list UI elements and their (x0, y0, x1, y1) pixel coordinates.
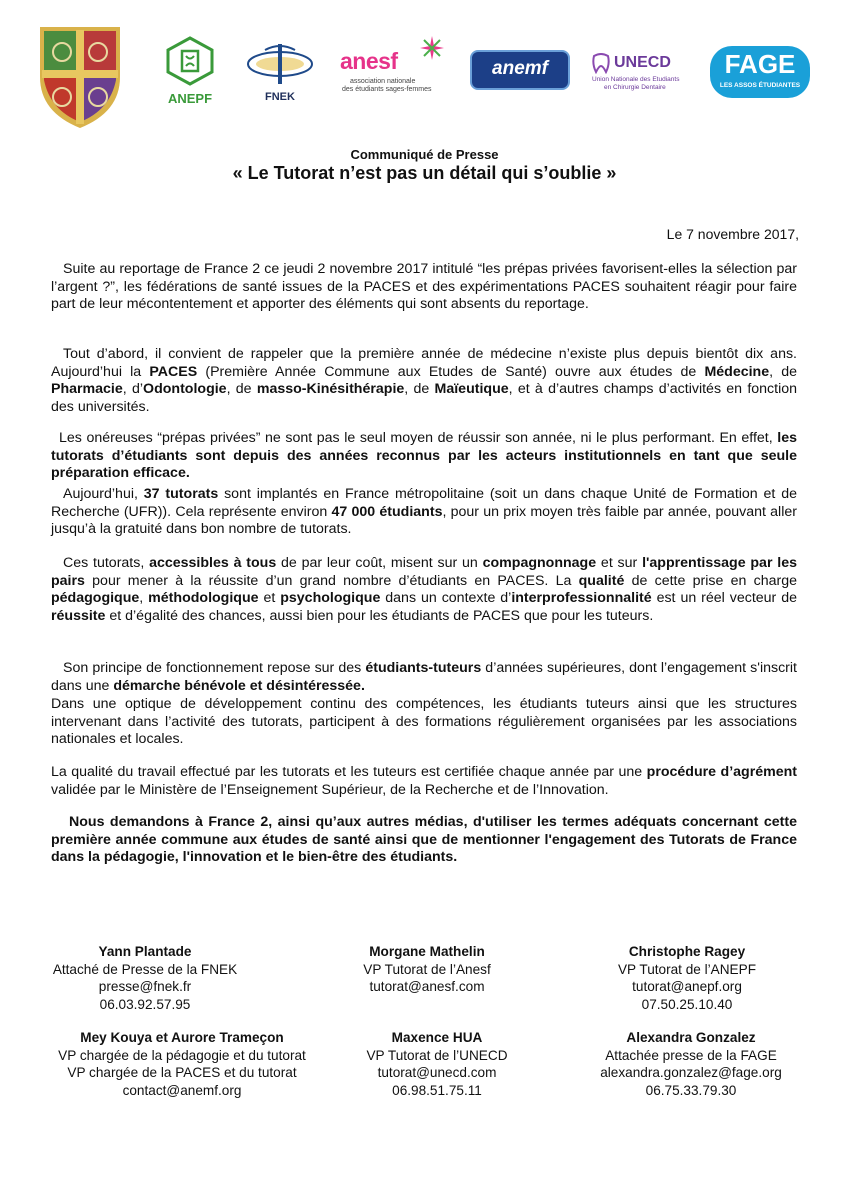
unecd-logo (588, 48, 703, 108)
unecd-logo-text: UNECD (614, 54, 671, 71)
paragraph-6: Son principe de fonctionnement repose sur des étudiants-tuteurs d’années supérieures, dont l’engagement s'inscrit dans une démarche bénévole et désintéressée. (51, 660, 797, 694)
signatory-phone: 06.98.51.75.11 (392, 1082, 482, 1098)
signatory-role: VP Tutorat de l’Anesf (363, 961, 491, 977)
paragraph-2: Tout d’abord, il convient de rappeler que la première année de médecine n’existe plus depuis bientôt dix ans. Aujourd’hui la PACES (Première Année Commune aux Etudes de Santé) ouvre aux études de Médecine, de Pharmacie, d’Odontologie, de masso-Kinésithérapie, de Maïeutique, et à d’autres champs d’activités en fonction des universités. (51, 346, 798, 415)
anesf-logo-text: anesf (340, 48, 398, 74)
logo-strip (0, 0, 849, 140)
anesf-star-icon (418, 34, 446, 62)
signature-block (47, 1029, 317, 1099)
fage-logo-text: FAGE (724, 49, 796, 79)
anesf-logo-subtitle-1: association nationale (350, 78, 416, 85)
signatory-name: Christophe Ragey (628, 944, 746, 959)
release-date: Le 7 novembre 2017, (666, 226, 799, 242)
signatory-role: Attachée presse de la FAGE (605, 1047, 777, 1063)
signatory-role: VP chargée de la pédagogie et du tutorat (58, 1047, 306, 1063)
signatory-name: Yann Plantade (98, 944, 192, 959)
signatory-name: Mey Kouya et Aurore Trameçon (80, 1030, 284, 1045)
signature-block (10, 943, 280, 1013)
unecd-logo-subtitle-2: en Chirurgie Dentaire (604, 84, 666, 91)
signatory-phone: 07.50.25.10.40 (641, 996, 733, 1012)
signatory-role-2: VP chargée de la PACES et du tutorat (67, 1065, 297, 1080)
anepf-logo-text: ANEPF (167, 91, 213, 106)
anemf-logo (470, 50, 570, 90)
signatory-name: Alexandra Gonzalez (626, 1030, 756, 1045)
signatory-role: Attaché de Presse de la FNEK (52, 961, 238, 977)
signatory-email: alexandra.gonzalez@fage.org (600, 1065, 782, 1080)
tutorat-crest-logo (30, 22, 130, 132)
signatory-phone: 06.03.92.57.95 (99, 996, 191, 1012)
signatory-email: tutorat@anepf.org (632, 979, 742, 994)
press-release-title: « Le Tutorat n’est pas un détail qui s’oublie » (232, 163, 617, 183)
signatory-email: presse@fnek.fr (98, 979, 192, 994)
fnek-logo (245, 40, 315, 103)
signatory-name: Maxence HUA (391, 1030, 483, 1045)
signature-block (302, 1029, 572, 1099)
anepf-emblem-icon (160, 36, 220, 86)
unecd-tooth-icon (590, 52, 612, 74)
fnek-logo-text: FNEK (265, 91, 295, 103)
signatory-name: Morgane Mathelin (369, 944, 485, 959)
paragraph-1: Suite au reportage de France 2 ce jeudi 2 novembre 2017 intitulé “les prépas privées favorisent-elles la sélection par l’argent ?”, les fédérations de santé issues de la PACES et des expérimentations PACES souhaitent réagir pour faire part de leur mécontentement et apporter des éléments qui sont absents du reportage. (51, 261, 797, 313)
fage-logo (710, 46, 810, 98)
signature-block (292, 943, 562, 996)
unecd-logo-subtitle-1: Union Nationale des Etudiants (592, 76, 680, 83)
signatory-email: tutorat@anesf.com (369, 979, 485, 994)
signatory-email: tutorat@unecd.com (377, 1065, 497, 1080)
paragraph-4: Aujourd’hui, 37 tutorats sont implantés en France métropolitaine (soit un dans chaque Unité de Formation et de Recherche (UFR)). Cela représente environ 47 000 étudiants, pour un prix moyen très faible par année, pouvant aller jusqu’à la gratuité dans bon nombre de tutorats. (51, 486, 798, 538)
signatory-role: VP Tutorat de l’UNECD (366, 1047, 508, 1063)
paragraph-3: Les onéreuses “prépas privées” ne sont pas le seul moyen de réussir son année, ni le plus performant. En effet, les tutorats d’étudiants sont depuis des années reconnus par les acteurs institutionnels en tant que seule préparation efficace. (51, 430, 797, 482)
paragraph-7: Dans une optique de développement continu des compétences, les étudiants tuteurs ainsi que les structures intervenant dans l’activité des tutorats, participent à des formations régulièrement organisées par les associations nationales et locales. (51, 696, 797, 748)
paragraph-9-request: Nous demandons à France 2, ainsi qu’aux autres médias, d'utiliser les termes adéquats concernant cette première année commune aux études de santé ainsi que de mentionner l'engagement des Tutorats de France dans la pédagogie, l'innovation et le bien-être des étudiants. (51, 814, 797, 866)
signatory-email: contact@anemf.org (122, 1082, 242, 1098)
paragraph-5: Ces tutorats, accessibles à tous de par leur coût, misent sur un compagnonnage et sur l'apprentissage par les pairs pour mener à la réussite d’un grand nombre d’étudiants en PACES. La qualité de cette prise en charge pédagogique, méthodologique et psychologique dans un contexte d’interprofessionnalité est un réel vecteur de réussite et d’égalité des chances, aussi bien pour les étudiants de PACES que pour les tuteurs. (51, 555, 797, 624)
signature-block (556, 1029, 826, 1099)
signature-block (552, 943, 822, 1013)
anepf-logo (160, 36, 220, 106)
anesf-logo-subtitle-2: des étudiants sages-femmes (342, 86, 432, 93)
signatory-phone: 06.75.33.79.30 (645, 1082, 737, 1098)
paragraph-8: La qualité du travail effectué par les tutorats et les tuteurs est certifiée chaque année par une procédure d’agrément validée par le Ministère de l’Enseignement Supérieur, de la Recherche et de l’Innovation. (51, 764, 798, 798)
anesf-logo (338, 40, 448, 100)
fnek-caduceus-icon (245, 40, 315, 86)
fage-logo-subtitle: LES ASSOS ÉTUDIANTES (719, 82, 801, 89)
anemf-logo-text: anemf (492, 58, 548, 79)
press-release-kicker: Communiqué de Presse (350, 147, 499, 162)
signatory-role: VP Tutorat de l’ANEPF (617, 961, 756, 977)
